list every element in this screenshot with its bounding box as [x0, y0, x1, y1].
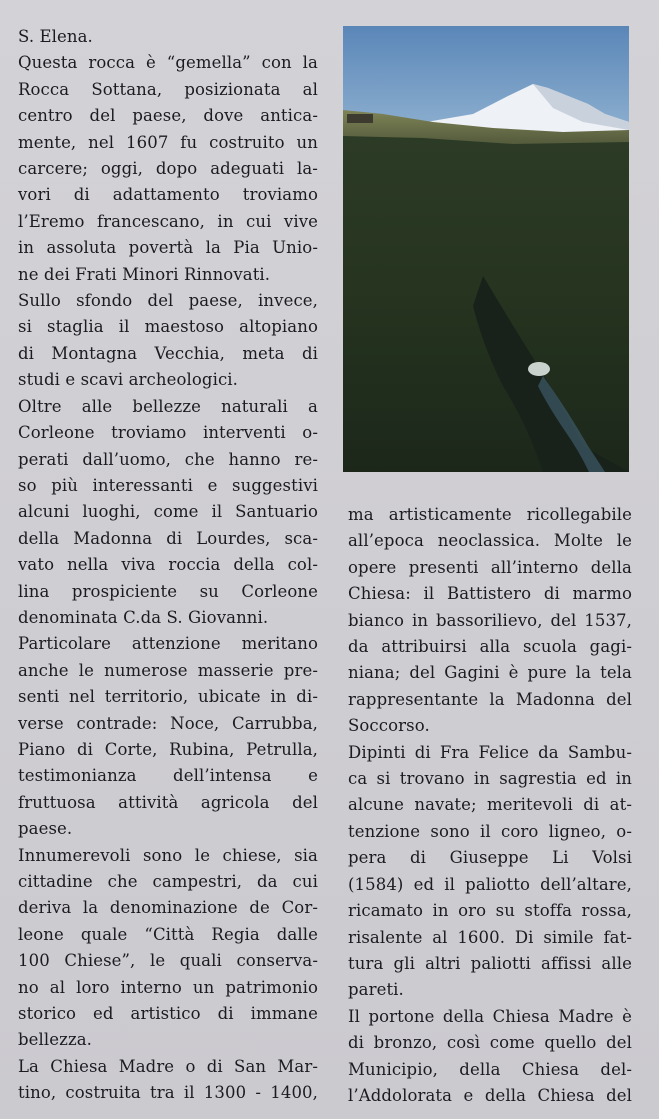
text-line: Soccorso.	[348, 716, 430, 736]
text-line: studi e scavi archeologici.	[18, 370, 239, 390]
text-line: vori di adattamento troviamo	[18, 185, 318, 205]
text-line: ne dei Frati Minori Rinnovati.	[18, 264, 271, 284]
text-line: Innumerevoli sono le chiese, sia	[18, 845, 318, 865]
text-line: (1584) ed il paliotto dell’altare,	[348, 874, 632, 894]
text-line: tenzione sono il coro ligneo, o-	[348, 821, 632, 841]
text-line: ma artisticamente ricollegabile	[348, 505, 632, 524]
text-line: all’epoca neoclassica. Molte le	[348, 531, 632, 551]
text-line: storico ed artistico di immane	[18, 1004, 318, 1024]
text-line: l’Addolorata e della Chiesa del	[348, 1085, 632, 1105]
text-line: denominata C.da S. Giovanni.	[18, 607, 269, 627]
text-line: l’Eremo francescano, in cui vive	[18, 211, 318, 231]
text-line: della Madonna di Lourdes, sca-	[18, 528, 318, 548]
text-line: ricamato in oro su stoffa rossa,	[348, 901, 632, 921]
text-line: rappresentante la Madonna del	[348, 689, 632, 709]
text-line: 100 Chiese”, le quali conserva-	[18, 951, 318, 971]
text-line: tino, costruita tra il 1300 - 1400,	[18, 1083, 318, 1103]
text-line: Dipinti di Fra Felice da Sambu-	[348, 742, 632, 762]
text-line: opere presenti all’interno della	[348, 557, 632, 577]
text-line: Sullo sfondo del paese, invece,	[18, 291, 318, 311]
text-line: pareti.	[348, 980, 404, 1000]
text-line: niana; del Gagini è pure la tela	[348, 663, 632, 683]
text-line: bianco in bassorilievo, del 1537,	[348, 610, 632, 630]
text-line: bellezza.	[18, 1030, 93, 1050]
text-line: Chiesa: il Battistero di marmo	[348, 584, 632, 604]
text-line: di bronzo, così come quello del	[348, 1033, 632, 1053]
text-line: Piano di Corte, Rubina, Petrulla,	[18, 739, 318, 759]
text-line: deriva la denominazione de Cor-	[18, 898, 318, 918]
text-line: leone quale “Città Regia dalle	[18, 924, 318, 944]
text-line: Particolare attenzione meritano	[18, 634, 318, 654]
text-line: pera di Giuseppe Li Volsi	[348, 848, 632, 868]
text-line: Corleone troviamo interventi o-	[18, 423, 318, 443]
text-line: lina prospiciente su Corleone	[18, 581, 318, 601]
text-line: no al loro interno un patrimonio	[18, 977, 318, 997]
white-rock	[528, 362, 550, 376]
text-line: tura gli altri paliotti affissi alle	[348, 953, 632, 973]
text-line: perati dall’uomo, che hanno re-	[18, 449, 318, 469]
text-line: Rocca Sottana, posizionata al	[18, 79, 318, 99]
text-line: di Montagna Vecchia, meta di	[18, 343, 318, 363]
text-line: anche le numerose masserie pre-	[18, 660, 318, 680]
text-line: carcere; oggi, dopo adeguati la-	[18, 159, 318, 179]
text-line: testimonianza dell’intensa e	[18, 766, 318, 786]
text-line: S. Elena.	[18, 27, 93, 46]
text-line: vato nella viva roccia della col-	[18, 555, 318, 575]
text-line: centro del paese, dove antica-	[18, 106, 318, 126]
left-text-column	[18, 24, 318, 1107]
text-line: Municipio, della Chiesa del-	[348, 1059, 632, 1079]
text-line: in assoluta povertà la Pia Unio-	[18, 238, 318, 258]
text-line: da attribuirsi alla scuola gagi-	[348, 637, 632, 657]
text-line: risalente al 1600. Di simile fat-	[348, 927, 632, 947]
text-line: cittadine che campestri, da cui	[18, 872, 318, 891]
text-line: mente, nel 1607 fu costruito un	[18, 132, 318, 152]
text-line: ca si trovano in sagrestia ed in	[348, 769, 632, 789]
text-line: Il portone della Chiesa Madre è	[348, 1006, 632, 1026]
text-line: alcune navate; meritevoli di at-	[348, 795, 632, 815]
text-line: so più interessanti e suggestivi	[18, 475, 318, 495]
text-line: alcuni luoghi, come il Santuario	[18, 502, 318, 522]
landscape-photo	[343, 26, 629, 472]
text-line: senti nel territorio, ubicate in di-	[18, 687, 318, 707]
text-line: verse contrade: Noce, Carrubba,	[18, 713, 318, 733]
text-line: La Chiesa Madre o di San Mar-	[18, 1056, 318, 1076]
text-line: Oltre alle bellezze naturali a	[18, 396, 318, 416]
text-line: Questa rocca è “gemella” con la	[18, 53, 318, 73]
text-line: si staglia il maestoso altopiano	[18, 317, 318, 337]
right-text-column	[348, 502, 632, 1109]
distant-building	[347, 114, 373, 123]
text-line: paese.	[18, 819, 73, 839]
text-line: fruttuosa attività agricola del	[18, 792, 318, 812]
